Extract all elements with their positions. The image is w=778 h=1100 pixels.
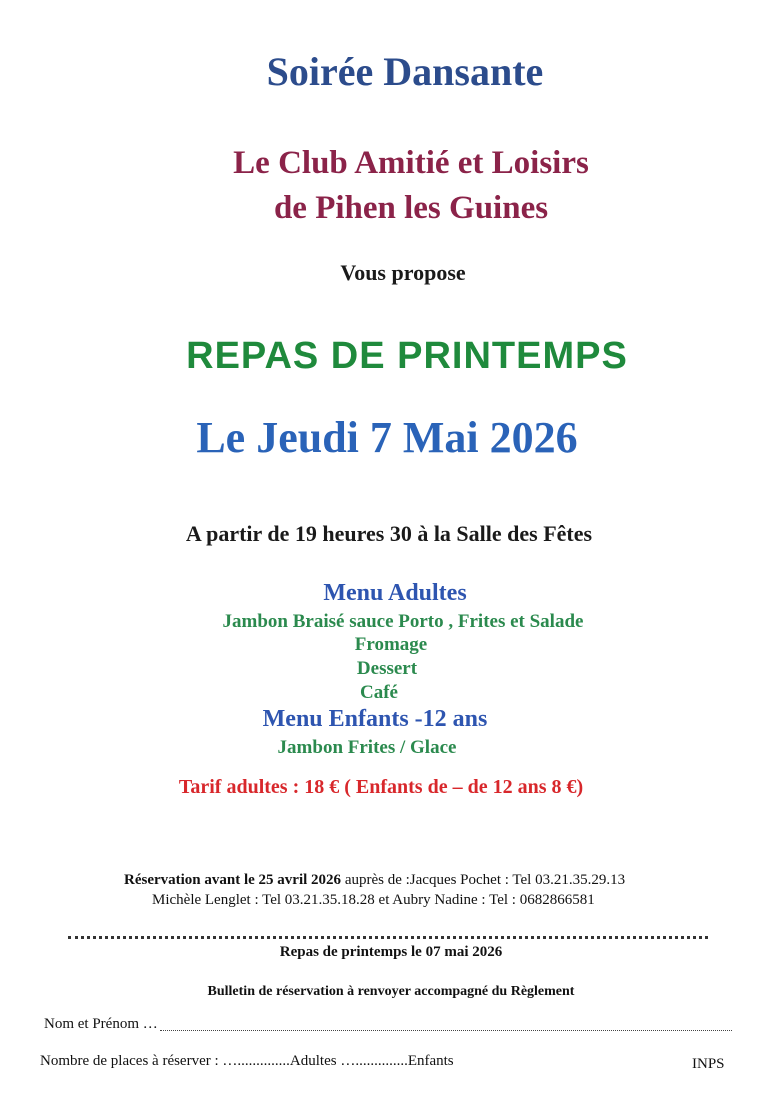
page-title: Soirée Dansante <box>266 49 544 94</box>
menu-adultes-title: Menu Adultes <box>323 580 467 606</box>
event-time-place: A partir de 19 heures 30 à la Salle des Fêtes <box>185 521 593 546</box>
club-name-line-1: Le Club Amitié et Loisirs <box>233 145 589 181</box>
places-label: Nombre de places à réserver : …..............Adultes …..............Enfants <box>40 1053 454 1069</box>
coupon-title: Repas de printemps le 07 mai 2026 <box>279 944 503 960</box>
event-date: Le Jeudi 7 Mai 2026 <box>196 413 578 462</box>
nom-prenom-label: Nom et Prénom … <box>44 1016 158 1032</box>
menu-adultes-item: Fromage <box>354 634 428 655</box>
menu-enfants-title: Menu Enfants -12 ans <box>262 706 488 732</box>
tarif-text: Tarif adultes : 18 € ( Enfants de – de 12 ans 8 €) <box>178 776 584 798</box>
reservation-contact-1: auprès de :Jacques Pochet : Tel 03.21.35.29.13 <box>341 872 626 888</box>
menu-adultes-item: Café <box>360 682 398 703</box>
club-name-line-2: de Pihen les Guines <box>273 190 549 226</box>
propose-text: Vous propose <box>340 260 466 285</box>
menu-enfants-item: Jambon Frites / Glace <box>277 737 457 758</box>
event-name: REPAS DE PRINTEMPS <box>186 335 628 377</box>
inps-ref: INPS <box>692 1056 725 1072</box>
cut-line <box>68 936 708 939</box>
coupon-subtitle: Bulletin de réservation à renvoyer accompagné du Règlement <box>207 984 575 999</box>
reservation-deadline: Réservation avant le 25 avril 2026 <box>124 872 342 888</box>
reservation-line-1 <box>124 872 625 889</box>
menu-adultes-item: Jambon Braisé sauce Porto , Frites et Salade <box>222 611 584 632</box>
nom-prenom-field[interactable] <box>160 1030 732 1031</box>
menu-adultes-item: Dessert <box>356 658 418 679</box>
reservation-line-2: Michèle Lenglet : Tel 03.21.35.18.28 et Aubry Nadine : Tel : 0682866581 <box>152 892 595 908</box>
